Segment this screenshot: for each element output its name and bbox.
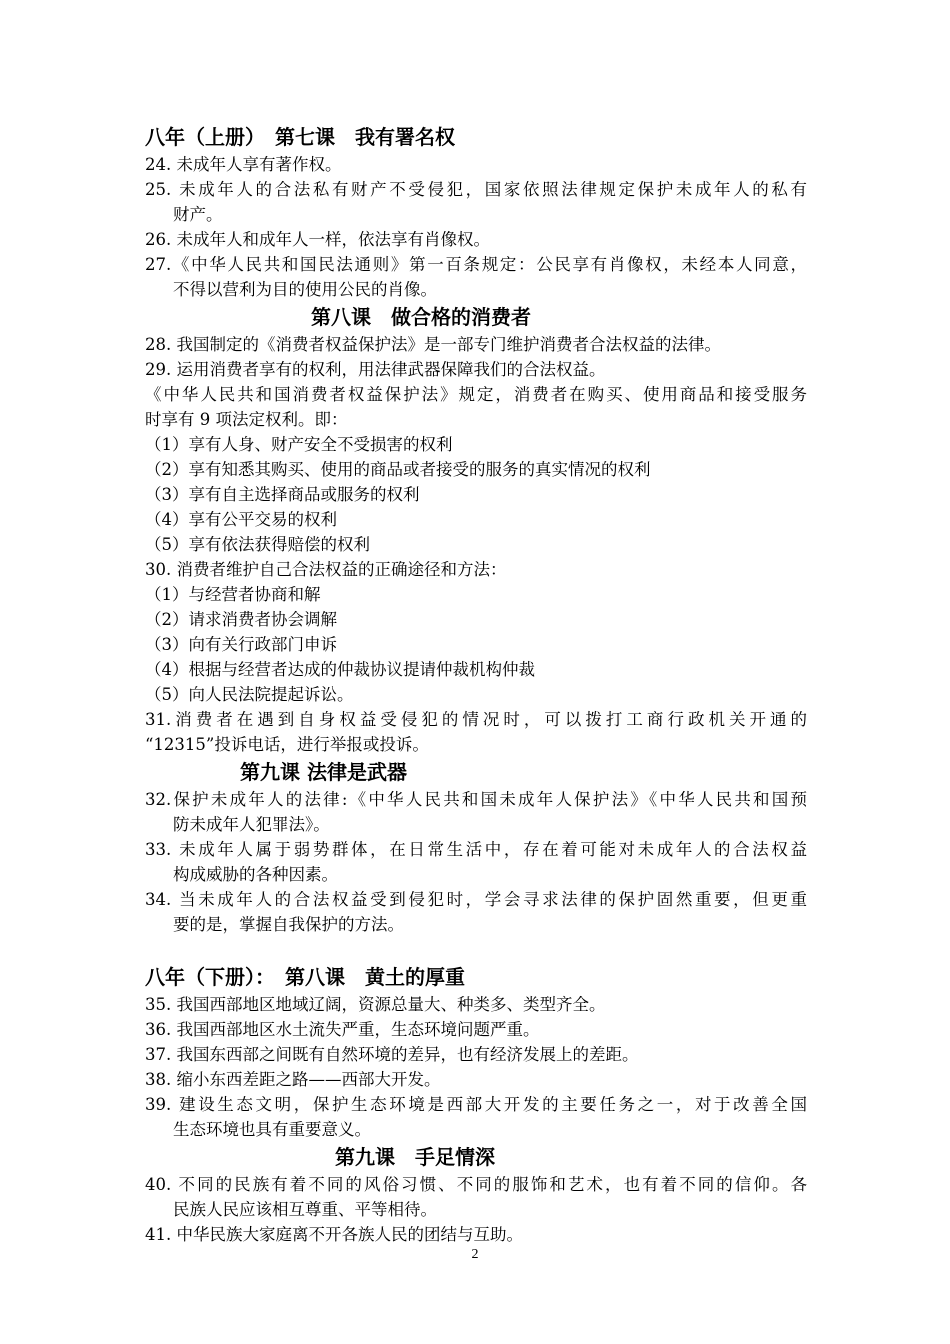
item-27: 27.《中华人民共和国民法通则》第一百条规定：公民享有肖像权，未经本人同意， xyxy=(145,255,807,274)
method-2: （2）请求消费者协会调解 xyxy=(145,610,337,629)
item-32: 32.保护未成年人的法律:《中华人民共和国未成年人保护法》《中华人民共和国预 xyxy=(145,790,807,809)
right-4: （4）享有公平交易的权利 xyxy=(145,510,337,529)
item-41: 41. 中华民族大家庭离不开各族人民的团结与互助。 xyxy=(145,1225,523,1244)
right-3: （3）享有自主选择商品或服务的权利 xyxy=(145,485,420,504)
right-2: （2）享有知悉其购买、使用的商品或者接受的服务的真实情况的权利 xyxy=(145,460,651,479)
method-5: （5）向人民法院提起诉讼。 xyxy=(145,685,354,704)
item-34: 34. 当未成年人的合法权益受到侵犯时，学会寻求法律的保护固然重要，但更重 xyxy=(145,890,807,909)
method-4: （4）根据与经营者达成的仲裁协议提请仲裁机构仲裁 xyxy=(145,660,535,679)
item-31-cont: “12315”投诉电话，进行举报或投诉。 xyxy=(145,735,429,754)
item-39-cont: 生态环境也具有重要意义。 xyxy=(173,1120,371,1139)
item-28: 28. 我国制定的《消费者权益保护法》是一部专门维护消费者合法权益的法律。 xyxy=(145,335,721,354)
law-intro: 《中华人民共和国消费者权益保护法》规定，消费者在购买、使用商品和接受服务 xyxy=(145,385,807,404)
item-31: 31.消费者在遇到自身权益受侵犯的情况时，可以拨打工商行政机关开通的 xyxy=(145,710,807,729)
item-25-cont: 财产。 xyxy=(173,205,223,224)
item-25: 25. 未成年人的合法私有财产不受侵犯，国家依照法律规定保护未成年人的私有 xyxy=(145,180,807,199)
item-32-cont: 防未成年人犯罪法》。 xyxy=(173,815,330,834)
section-heading-lesson8: 第八课 做合格的消费者 xyxy=(311,305,531,329)
item-26: 26. 未成年人和成年人一样，依法享有肖像权。 xyxy=(145,230,490,249)
page-number: 2 xyxy=(471,1247,479,1262)
item-37: 37. 我国东西部之间既有自然环境的差异，也有经济发展上的差距。 xyxy=(145,1045,639,1064)
law-intro-cont: 时享有 9 项法定权利。即： xyxy=(145,410,348,429)
item-27-cont: 不得以营利为目的使用公民的肖像。 xyxy=(173,280,437,299)
item-40: 40. 不同的民族有着不同的风俗习惯、不同的服饰和艺术，也有着不同的信仰。各 xyxy=(145,1175,807,1194)
item-24: 24. 未成年人享有著作权。 xyxy=(145,155,342,174)
item-38: 38. 缩小东西差距之路——西部大开发。 xyxy=(145,1070,441,1089)
document-body xyxy=(145,122,807,1247)
section-gap xyxy=(145,937,807,962)
item-33-cont: 构成威胁的各种因素。 xyxy=(173,865,338,884)
section-heading-grade8-vol1-lesson7: 八年（上册） 第七课 我有署名权 xyxy=(145,125,455,149)
item-33: 33. 未成年人属于弱势群体，在日常生活中，存在着可能对未成年人的合法权益 xyxy=(145,840,807,859)
section-heading-lesson9: 第九课 法律是武器 xyxy=(240,760,407,784)
item-36: 36. 我国西部地区水土流失严重，生态环境问题严重。 xyxy=(145,1020,540,1039)
right-5: （5）享有依法获得赔偿的权利 xyxy=(145,535,370,554)
item-35: 35. 我国西部地区地域辽阔，资源总量大、种类多、类型齐全。 xyxy=(145,995,606,1014)
item-34-cont: 要的是，掌握自我保护的方法。 xyxy=(173,915,404,934)
section-heading-grade8-vol2-lesson8: 八年（下册）： 第八课 黄土的厚重 xyxy=(145,965,465,989)
method-3: （3）向有关行政部门申诉 xyxy=(145,635,337,654)
item-30: 30. 消费者维护自己合法权益的正确途径和方法： xyxy=(145,560,507,579)
right-1: （1）享有人身、财产安全不受损害的权利 xyxy=(145,435,453,454)
item-39: 39. 建设生态文明，保护生态环境是西部大开发的主要任务之一，对于改善全国 xyxy=(145,1095,807,1114)
item-29: 29. 运用消费者享有的权利，用法律武器保障我们的合法权益。 xyxy=(145,360,606,379)
method-1: （1）与经营者协商和解 xyxy=(145,585,321,604)
section-heading-vol2-lesson9: 第九课 手足情深 xyxy=(335,1145,495,1169)
item-40-cont: 民族人民应该相互尊重、平等相待。 xyxy=(173,1200,437,1219)
